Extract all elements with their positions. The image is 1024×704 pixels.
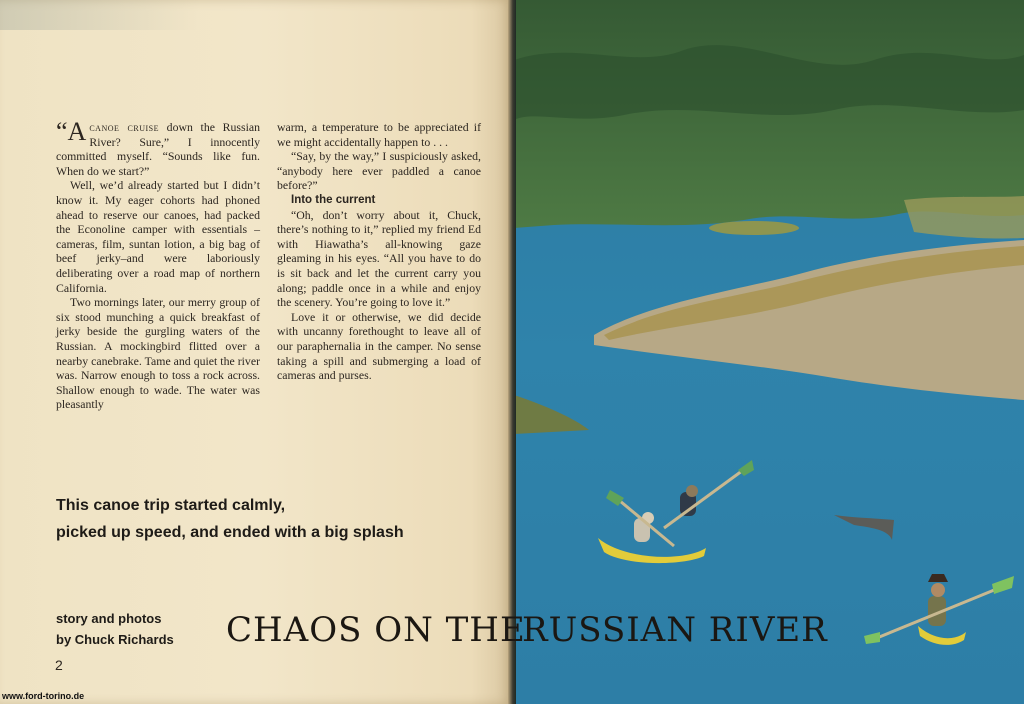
- page-number: 2: [55, 657, 63, 673]
- paragraph-text: down the Russian River? Sure,” I innocently committed myself. “Sounds like fun. When do we start?”: [56, 120, 260, 178]
- article-title-right: RUSSIAN RIVER: [522, 610, 828, 650]
- byline: [56, 608, 174, 650]
- drop-cap: “A: [56, 117, 87, 146]
- byline-line: story and photos: [56, 611, 162, 626]
- article-paragraph: “Say, by the way,” I suspiciously asked, “anybody here ever paddled a canoe before?”: [277, 149, 481, 193]
- article-paragraph: warm, a temperature to be appreciated if we might accidentally happen to . . .: [277, 120, 481, 149]
- tagline-line: This canoe trip started calmly,: [56, 497, 286, 514]
- article-title-left: CHAOS ON THE: [226, 610, 526, 650]
- article-column-left: [56, 117, 260, 412]
- section-subhead: Into the current: [291, 193, 376, 206]
- page-stain: [0, 0, 200, 30]
- lead-in: canoe cruise: [89, 120, 159, 134]
- article-paragraph: Love it or otherwise, we did decide with uncanny forethought to leave all of our paraphernalia in the camper. No sense taking a spill and submerging a load of cameras and purses.: [277, 309, 481, 383]
- article-paragraph: “Oh, don’t worry about it, Chuck, there’s nothing to it,” replied my friend Ed with Hiawatha’s all-knowing gaze gleaming in his eyes. “All you have to do is sit back and let the current carry you along; paddle once in a while and enjoy the scenery. You’re going to love it.”: [277, 207, 481, 310]
- article-paragraph: [56, 117, 260, 178]
- far-bank: [904, 196, 1024, 239]
- river-photo-illustration: [514, 0, 1024, 704]
- river-photo: [514, 0, 1024, 704]
- article-column-right: [277, 120, 481, 383]
- tagline-line: picked up speed, and ended with a big splash: [56, 524, 404, 541]
- byline-line: by Chuck Richards: [56, 632, 174, 647]
- site-watermark: www.ford-torino.de: [2, 691, 85, 701]
- article-paragraph: Two mornings later, our merry group of six stood munching a quick breakfast of jerky beside the gurgling waters of the Russian. A mockingbird flitted over a nearby canebrake. Tame and quiet the river was. Narrow enough to toss a rock across. Shallow enough to wade. The water was pleasantly: [56, 295, 260, 412]
- page-gutter: [508, 0, 516, 704]
- article-paragraph: Well, we’d already started but I didn’t know it. My eager cohorts had phoned ahead to reserve our canoes, had packed the Econoline camper with essentials – cameras, film, suntan lotion, a big bag of beef jerky–and were laboriously deliberating over a road map of northern California.: [56, 178, 260, 295]
- tagline: [56, 492, 496, 546]
- tree-shadow: [514, 45, 1024, 120]
- small-island: [709, 221, 799, 235]
